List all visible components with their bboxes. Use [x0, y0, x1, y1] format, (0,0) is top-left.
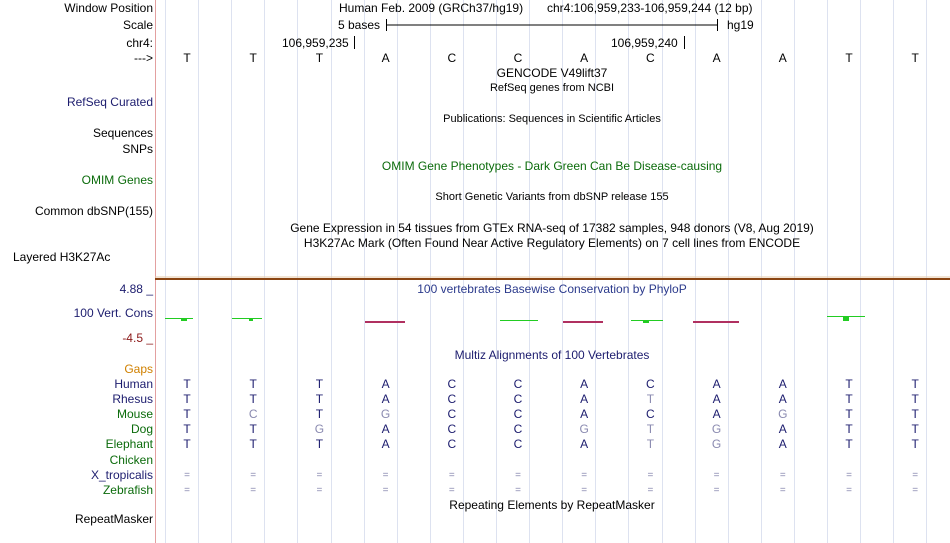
alignment-base: T — [845, 392, 853, 407]
phylop-positive-mark — [643, 320, 649, 323]
phylop-negative-mark — [563, 321, 603, 323]
phylop-positive-mark — [843, 316, 849, 321]
alignment-base: = — [647, 469, 654, 481]
alignment-base: = — [912, 469, 919, 481]
alignment-base: A — [778, 437, 787, 452]
position-readout: chr4:106,959,233-106,959,244 (12 bp) — [547, 1, 753, 15]
phylop-positive-mark — [232, 318, 262, 319]
alignment-base: T — [845, 407, 853, 422]
alignment-base: A — [381, 437, 390, 452]
alignment-base: C — [447, 422, 457, 437]
alignment-base: C — [447, 407, 457, 422]
alignment-base: T — [183, 377, 191, 391]
reference-base: A — [712, 51, 721, 65]
alignment-base: A — [580, 407, 589, 422]
reference-base: C — [513, 51, 523, 65]
reference-base: C — [447, 51, 457, 65]
alignment-base: G — [579, 422, 589, 437]
coord-left: 106,959,235 — [282, 36, 349, 50]
alignment-base: T — [911, 392, 919, 407]
cons-track-label[interactable]: 100 Vert. Cons — [73, 306, 153, 320]
scale-bar — [386, 18, 720, 32]
alignment-base: = — [581, 484, 588, 496]
alignment-base: = — [382, 484, 389, 496]
alignment-species-label[interactable]: Rhesus — [112, 392, 153, 407]
alignment-base: = — [316, 469, 323, 481]
gencode-track-title[interactable]: GENCODE V49lift37 — [496, 66, 608, 80]
alignment-base: = — [779, 469, 786, 481]
reference-base: T — [911, 51, 919, 65]
alignment-base: T — [845, 437, 853, 452]
alignment-base: A — [381, 377, 390, 391]
phylop-positive-mark — [165, 318, 193, 319]
scale-label: Scale — [122, 18, 153, 32]
alignment-base: = — [184, 469, 190, 481]
alignment-base: T — [911, 407, 919, 422]
alignment-base: = — [846, 469, 852, 481]
alignment-base: T — [845, 422, 853, 437]
phylop-positive-mark — [249, 318, 253, 321]
alignment-base: G — [711, 437, 722, 452]
alignment-base: = — [713, 484, 720, 496]
alignment-species-label[interactable]: Mouse — [116, 407, 153, 422]
alignment-base: T — [646, 437, 655, 452]
alignment-base: A — [712, 407, 721, 422]
alignment-base: = — [713, 469, 720, 481]
window-position-label: Window Position — [64, 1, 153, 15]
alignment-species-label[interactable]: Zebrafish — [102, 482, 153, 497]
alignment-base: = — [448, 484, 455, 496]
phylop-negative-mark — [365, 321, 405, 323]
alignment-base: T — [315, 407, 324, 422]
alignment-base: G — [711, 422, 722, 437]
reference-base: A — [778, 51, 787, 65]
phylop-negative-mark — [693, 321, 739, 323]
alignment-base: A — [778, 377, 787, 391]
alignment-base: A — [381, 392, 390, 407]
alignment-base: T — [249, 392, 257, 407]
repeatmasker-track-label[interactable]: RepeatMasker — [74, 512, 153, 526]
alignment-base: C — [447, 437, 457, 452]
reference-base: C — [646, 51, 655, 65]
alignment-base: C — [447, 377, 457, 391]
alignment-base: A — [778, 392, 787, 407]
alignment-base: C — [646, 377, 655, 391]
alignment-base: G — [314, 422, 325, 437]
phylop-signal — [155, 306, 950, 328]
alignment-base: T — [183, 422, 191, 437]
alignment-base: T — [315, 377, 324, 391]
gaps-label[interactable]: Gaps — [124, 362, 153, 376]
coord-right-tick — [684, 36, 685, 49]
alignment-base: = — [581, 469, 588, 481]
reference-base: T — [845, 51, 853, 65]
alignment-base: T — [183, 392, 191, 407]
coord-left-tick — [354, 36, 355, 49]
alignment-base: A — [580, 392, 589, 407]
alignment-base: C — [513, 392, 523, 407]
alignment-base: = — [846, 484, 852, 496]
alignment-base: = — [184, 484, 190, 496]
dbsnp-track-label[interactable]: Common dbSNP(155) — [34, 204, 153, 218]
publications-track-title[interactable]: Publications: Sequences in Scientific Articles — [443, 113, 661, 125]
reference-base: T — [315, 51, 324, 65]
dbsnp-track-title[interactable]: Short Genetic Variants from dbSNP release 155 — [435, 191, 669, 203]
alignment-base: = — [382, 469, 389, 481]
gtex-track-title[interactable]: Gene Expression in 54 tissues from GTEx RNA-seq of 17382 samples, 948 donors (V8, Aug 2019) — [290, 221, 814, 235]
alignment-species-label[interactable]: Human — [114, 377, 153, 391]
alignment-species-label[interactable]: Chicken — [109, 452, 153, 467]
alignment-base: A — [712, 392, 721, 407]
multiz-track-title[interactable]: Multiz Alignments of 100 Vertebrates — [454, 348, 650, 362]
alignment-base: = — [448, 469, 455, 481]
scale-db: hg19 — [727, 18, 754, 32]
alignment-base: G — [778, 407, 788, 422]
alignment-base: T — [249, 422, 257, 437]
alignment-base: T — [183, 437, 191, 452]
alignment-base: T — [911, 437, 919, 452]
alignment-base: = — [515, 484, 521, 496]
assembly-name: Human Feb. 2009 (GRCh37/hg19) — [339, 1, 524, 15]
scale-text: 5 bases — [338, 18, 381, 32]
sequences-track-label[interactable]: Sequences — [92, 126, 153, 140]
h3k27ac-track-label[interactable]: Layered H3K27Ac — [13, 250, 111, 264]
omim-track-label[interactable]: OMIM Genes — [81, 173, 153, 187]
phylop-track-title[interactable]: 100 vertebrates Basewise Conservation by PhyloP — [417, 282, 687, 296]
alignment-species-label[interactable]: X_tropicalis — [90, 467, 153, 482]
alignment-base: C — [447, 392, 457, 407]
alignment-base: C — [248, 407, 258, 422]
alignment-base: A — [580, 437, 589, 452]
alignment-base: T — [315, 392, 324, 407]
alignment-base: T — [249, 377, 257, 391]
alignment-species-label[interactable]: Elephant — [105, 437, 153, 452]
alignment-base: A — [580, 377, 589, 391]
alignment-species-label[interactable]: Dog — [130, 422, 153, 437]
repeatmasker-track-title[interactable]: Repeating Elements by RepeatMasker — [449, 498, 655, 512]
alignment-base: T — [646, 422, 655, 437]
alignment-base: = — [250, 469, 257, 481]
alignment-base: T — [911, 422, 919, 437]
alignment-base: T — [183, 407, 191, 422]
alignment-base: A — [381, 422, 390, 437]
reference-base: A — [381, 51, 390, 65]
alignment-base: C — [513, 377, 523, 391]
h3k27ac-track-title[interactable]: H3K27Ac Mark (Often Found Near Active Regulatory Elements) on 7 cell lines from ENCODE — [303, 236, 801, 250]
alignment-base: = — [779, 484, 786, 496]
phylop-positive-mark — [500, 320, 538, 321]
reference-base: T — [183, 51, 191, 65]
strand-label: ---> — [134, 51, 153, 65]
coord-right: 106,959,240 — [611, 36, 678, 50]
phylop-max-label: 4.88 _ — [119, 282, 153, 296]
snps-track-label[interactable]: SNPs — [122, 142, 153, 156]
refseq-track-subtitle: RefSeq genes from NCBI — [489, 82, 615, 94]
alignment-base: G — [380, 407, 391, 422]
alignment-base: T — [315, 437, 324, 452]
alignment-base: C — [513, 422, 523, 437]
alignment-base: T — [911, 377, 919, 391]
phylop-positive-mark — [181, 318, 187, 321]
alignment-base: = — [647, 484, 654, 496]
alignment-base: = — [912, 484, 919, 496]
reference-base: A — [580, 51, 589, 65]
alignment-base: C — [513, 407, 523, 422]
phylop-min-label: -4.5 _ — [122, 331, 153, 345]
alignment-base: T — [845, 377, 853, 391]
chrom-label: chr4: — [126, 36, 153, 50]
reference-base: T — [249, 51, 257, 65]
alignment-base: A — [712, 377, 721, 391]
alignment-base: = — [316, 484, 323, 496]
alignment-base: C — [513, 437, 523, 452]
alignment-base: T — [646, 392, 655, 407]
alignment-base: = — [250, 484, 257, 496]
refseq-track-label[interactable]: RefSeq Curated — [66, 95, 153, 109]
alignment-base: = — [515, 469, 521, 481]
alignment-base: C — [646, 407, 655, 422]
alignment-base: A — [778, 422, 787, 437]
omim-track-title[interactable]: OMIM Gene Phenotypes - Dark Green Can Be Disease-causing — [381, 159, 723, 173]
alignment-base: T — [249, 437, 257, 452]
